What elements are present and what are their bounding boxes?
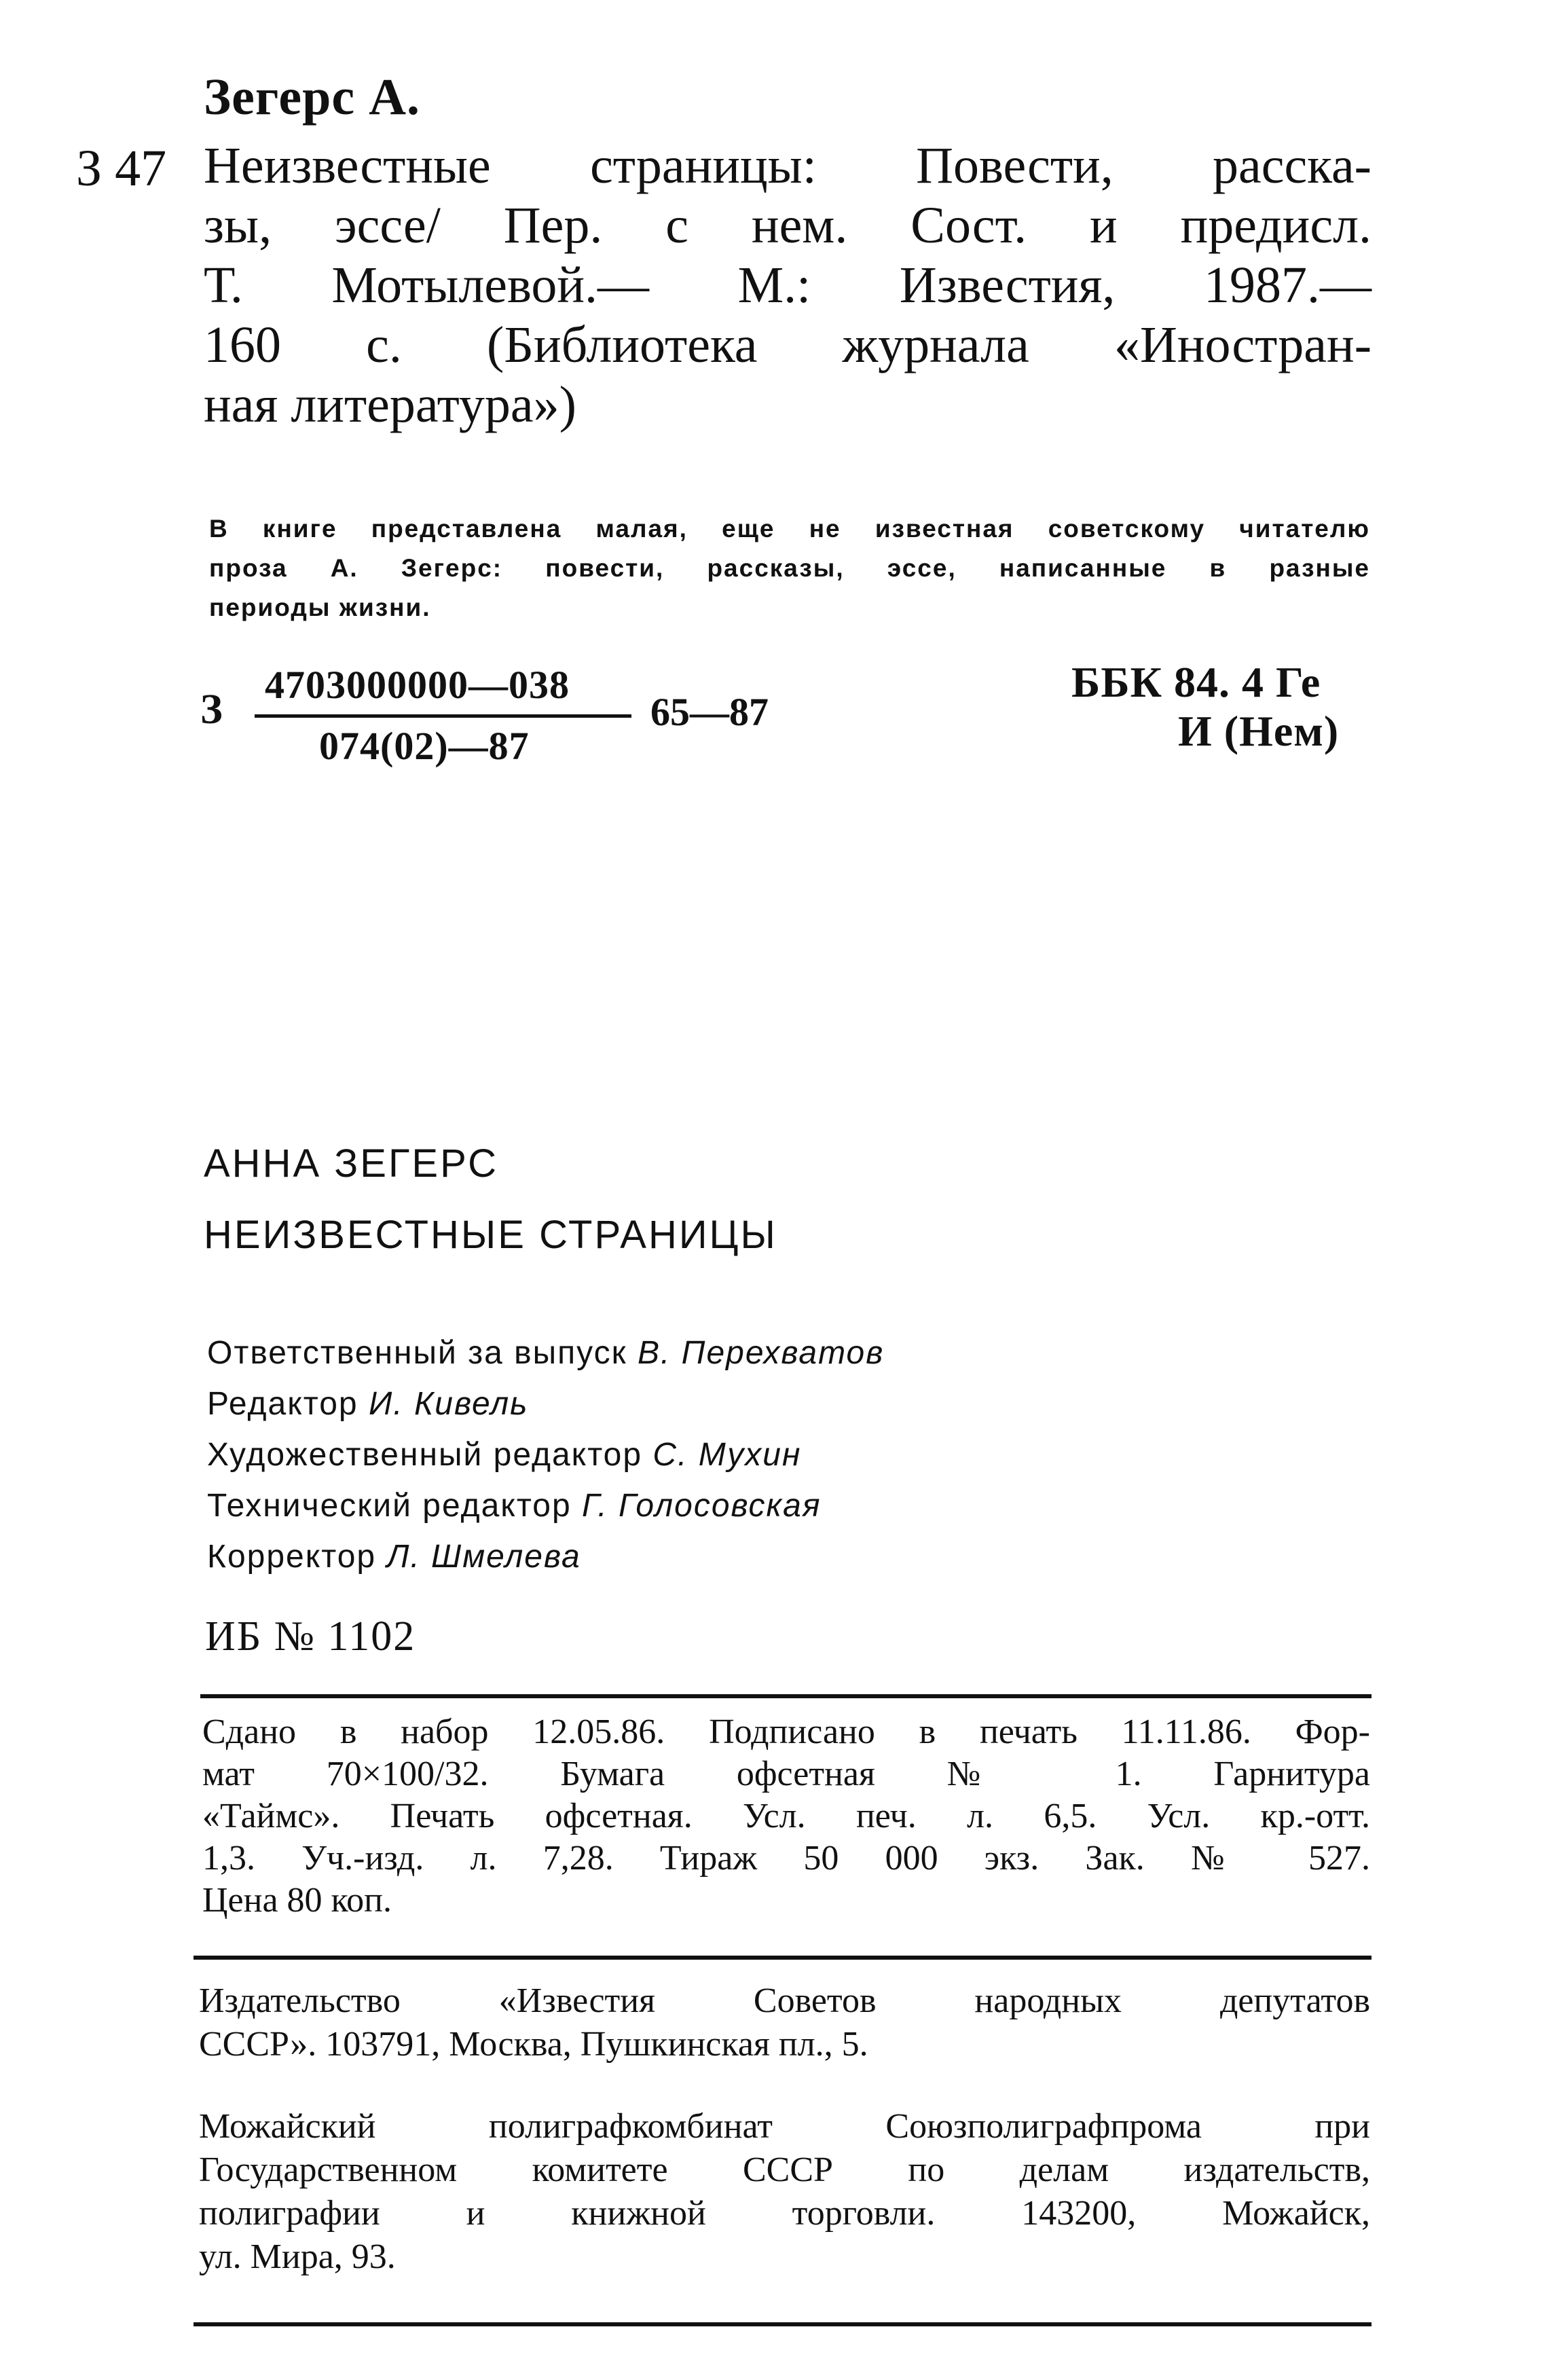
credit-person: И. Кивель: [368, 1386, 529, 1422]
credit-person: С. Мухин: [652, 1437, 802, 1473]
description-line: зы, эссе/ Пер. с нем. Сост. и предисл.: [204, 197, 1371, 254]
annotation: [209, 509, 1370, 627]
credits-list: [207, 1328, 884, 1582]
fraction-line: [255, 714, 631, 718]
credit-row: [207, 1531, 884, 1582]
divider: [194, 2322, 1371, 2326]
annotation-line: проза А. Зегерс: повести, рассказы, эссе, написанные в разные: [209, 554, 1370, 582]
printing-plant-info: [199, 2105, 1370, 2279]
description-line: 160 с. (Библиотека журнала «Иностран-: [204, 316, 1371, 373]
ib-number: ИБ № 1102: [205, 1613, 416, 1660]
print-line: Цена 80 коп.: [202, 1881, 392, 1920]
credit-person: Г. Голосовская: [582, 1488, 822, 1524]
credit-row: [207, 1429, 884, 1480]
print-details: [202, 1711, 1370, 1922]
card-author: Зегерс А.: [204, 69, 420, 126]
publisher-line: СССР». 103791, Москва, Пушкинская пл., 5.: [199, 2025, 868, 2064]
bibliographic-description: [204, 136, 1371, 435]
plant-line: ул. Мира, 93.: [199, 2237, 396, 2276]
plant-line: Государственном комитете СССР по делам издательств,: [199, 2150, 1370, 2189]
credit-row: [207, 1328, 884, 1378]
imprint-title: НЕИЗВЕСТНЫЕ СТРАНИЦЫ: [204, 1213, 777, 1257]
print-line: «Таймс». Печать офсетная. Усл. печ. л. 6,5. Усл. кр.-отт.: [202, 1797, 1370, 1835]
credit-row: [207, 1378, 884, 1429]
imprint-author: АННА ЗЕГЕРС: [204, 1141, 498, 1186]
annotation-line: периоды жизни.: [209, 593, 431, 621]
plant-line: полиграфии и книжной торговли. 143200, Можайск,: [199, 2194, 1370, 2233]
print-line: 1,3. Уч.-изд. л. 7,28. Тираж 50 000 экз. Зак. № 527.: [202, 1839, 1370, 1878]
call-number: З 47: [76, 140, 167, 197]
credit-role: Редактор: [207, 1386, 358, 1422]
classification-suffix: 65—87: [650, 690, 769, 734]
classification-denominator: 074(02)—87: [319, 724, 530, 768]
credit-person: В. Перехватов: [637, 1335, 885, 1371]
plant-line: Можайский полиграфкомбинат Союзполиграфпрома при: [199, 2107, 1370, 2146]
credit-role: Ответственный за выпуск: [207, 1335, 627, 1371]
credit-person: Л. Шмелева: [386, 1539, 581, 1575]
classification-numerator: 4703000000—038: [265, 663, 570, 707]
publisher-line: Издательство «Известия Советов народных депутатов: [199, 1981, 1370, 2020]
annotation-line: В книге представлена малая, еще не известная советскому читателю: [209, 515, 1370, 543]
description-line: Неизвестные страницы: Повести, расска-: [204, 137, 1371, 194]
description-line: ная литература»): [204, 376, 576, 433]
bbk-code: ББК 84. 4 Ге: [1071, 658, 1321, 706]
classification-letter: З: [200, 686, 223, 733]
bbk-subcode: И (Нем): [1178, 707, 1340, 755]
publisher-info: [199, 1979, 1370, 2066]
divider: [200, 1694, 1371, 1698]
credit-role: Корректор: [207, 1539, 377, 1575]
print-line: Сдано в набор 12.05.86. Подписано в печать 11.11.86. Фор-: [202, 1713, 1370, 1751]
description-line: Т. Мотылевой.— М.: Известия, 1987.—: [204, 257, 1371, 314]
print-line: мат 70×100/32. Бумага офсетная № 1. Гарнитура: [202, 1755, 1370, 1793]
credit-row: [207, 1480, 884, 1531]
credit-role: Технический редактор: [207, 1488, 572, 1524]
divider: [194, 1956, 1371, 1960]
credit-role: Художественный редактор: [207, 1437, 643, 1473]
